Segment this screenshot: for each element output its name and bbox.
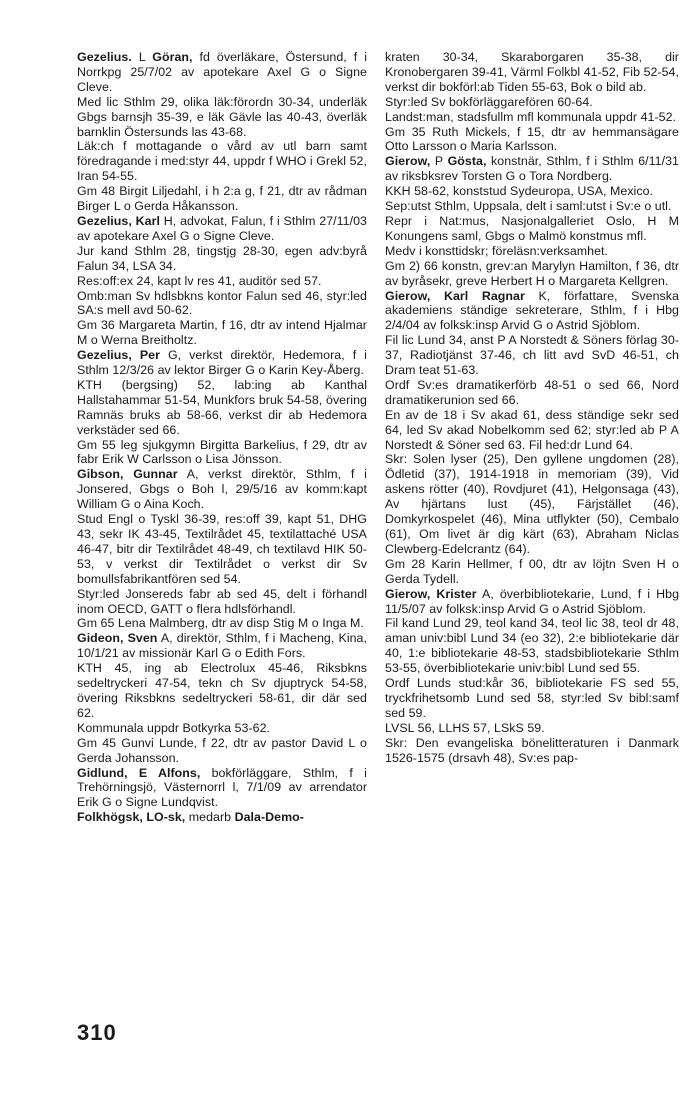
biography-paragraph — [385, 616, 679, 676]
biography-paragraph — [77, 95, 367, 140]
entry-name: Gierow, Krister — [385, 586, 477, 601]
biography-entry-heading-paragraph — [77, 467, 367, 512]
biography-paragraph — [77, 139, 367, 184]
entry-text: medarb — [185, 810, 235, 825]
biography-paragraph — [77, 661, 367, 721]
biography-paragraph — [385, 736, 679, 766]
entry-name: Göran, — [152, 50, 193, 64]
entry-text: Jur kand Sthlm 28, tingstjg 28-30, egen adv:byrå Falun 34, LSA 34. — [77, 243, 367, 273]
biography-paragraph — [77, 438, 367, 468]
entry-text: Läk:ch f mottagande o vård av utl barn samt föredragande i med:styr 44, uppdr f WHO i Grekl 52, Iran 54-55. — [77, 139, 367, 184]
entry-text: G, verkst direktör, Hedemora, f i Sthlm 12/3/26 av lektor Birger G o Karin Key-Åberg. — [77, 348, 367, 378]
biography-paragraph — [385, 259, 679, 289]
entry-text: Ordf Lunds stud:kår 36, bibliotekarie FS sed 55, tryckfrihetsomb Lund sed 58, styr:led Sv bibl:samf sed 59. — [385, 676, 679, 720]
biography-entry-heading-paragraph — [77, 348, 367, 378]
entry-text: Styr:led Sv bokförläggarefören 60-64. — [385, 94, 593, 109]
entry-text: Fil lic Lund 34, anst P A Norstedt & Söners förlag 30-37, Radiotjänst 37-46, ch litt avd SvD 46-51, ch Dram teat 51-63. — [385, 333, 679, 378]
entry-name: Gösta, — [447, 154, 487, 169]
biography-paragraph — [385, 184, 679, 199]
entry-text: Gm 35 Ruth Mickels, f 15, dtr av hemmansägare Otto Larsson o Maria Karlsson. — [385, 124, 679, 154]
entry-text: Res:off:ex 24, kapt lv res 41, auditör sed 57. — [77, 273, 322, 288]
entry-text: A, verkst direktör, Sthlm, f i Jonsered, Gbgs o Boh l, 29/5/16 av komm:kapt William G o Aina Koch. — [77, 467, 367, 512]
entry-text: Gm 45 Gunvi Lunde, f 22, dtr av pastor David L o Gerda Johansson. — [77, 735, 367, 765]
biography-entry-heading-paragraph — [77, 50, 367, 95]
biography-entry-heading-paragraph — [77, 766, 367, 811]
entry-text: H, advokat, Falun, f i Sthlm 27/11/03 av apotekare Axel G o Signe Cleve. — [77, 213, 367, 243]
entry-text: Ordf Sv:es dramatikerförb 48-51 o sed 66, Nord dramatikerunion sed 66. — [385, 377, 679, 407]
entry-text: konstnär, Sthlm, f i Sthlm 6/11/31 av riksbksrev Torsten G o Tora Nordberg. — [385, 154, 679, 184]
entry-text: Sep:utst Sthlm, Uppsala, delt i saml:utst i Sv:e o utl. — [385, 199, 672, 214]
biography-entry-heading-paragraph — [385, 587, 679, 617]
biography-paragraph — [77, 318, 367, 348]
entry-text: L — [131, 50, 153, 64]
biography-paragraph — [77, 274, 367, 289]
entry-text: kraten 30-34, Skaraborgaren 35-38, dir Kronobergaren 39-41, Värml Folkbl 41-52, Fib 52-54, verkst dir bokförl:ab Tiden 55-63, Bok o bild ab. — [385, 50, 679, 94]
biography-paragraph — [77, 587, 367, 617]
biography-paragraph — [77, 512, 367, 587]
entry-text: KTH (bergsing) 52, lab:ing ab Kanthal Hallstahammar 51-54, Munkfors bruk 54-58, övering Ramnäs bruks ab 58-66, verkst dir ab Hedemora verkstäder sed 66. — [77, 377, 367, 437]
entry-text: Med lic Sthlm 29, olika läk:förordn 30-34, underläk Gbgs barnsjh 35-39, e läk Gävle las 40-43, överläk barnklin Östersunds las 43-68. — [77, 94, 367, 139]
entry-text: Skr: Den evangeliska bönelitteraturen i Danmark 1526-1575 (drsavh 48), Sv:es pap- — [385, 735, 679, 765]
entry-name: Gideon, Sven — [77, 631, 158, 646]
biography-entry-heading-paragraph — [77, 810, 367, 825]
left-column — [77, 50, 367, 825]
entry-text: KKH 58-62, konststud Sydeuropa, USA, Mexico. — [385, 184, 654, 199]
entry-text: KTH 45, ing ab Electrolux 45-46, Riksbkns sedeltryckeri 47-54, tekn ch Sv djuptryck 54-58, övering Riksbkns sedeltryckeri 58-61, dir där sed 62. — [77, 661, 367, 720]
biography-paragraph — [77, 378, 367, 438]
entry-text: Fil kand Lund 29, teol kand 34, teol lic 38, teol dr 48, aman univ:bibl Lund 34 (eo 32), 2:e bibliotekarie där 40, 1:e bibliotekarie 48-53, stadsbibliotekarie Sthlm 53-55, överbibliotekarie univ:bibl Lund sed 55. — [385, 616, 679, 676]
right-column — [385, 50, 679, 766]
entry-text: Gm 2) 66 konstn, grev:an Marylyn Hamilton, f 36, dtr av byråsekr, greve Herbert H o Margareta Kellgren. — [385, 258, 679, 288]
biography-paragraph — [385, 199, 679, 214]
entry-name: Folkhögsk, LO-sk, — [77, 810, 186, 825]
entry-name: Gidlund, E Alfons, — [77, 765, 201, 780]
entry-name: Gezelius, Karl — [77, 213, 160, 228]
biography-entry-heading-paragraph — [385, 289, 679, 334]
entry-text: Stud Engl o Tyskl 36-39, res:off 39, kapt 51, DHG 43, sekr IK 43-45, Textilrådet 45, textilattaché USA 46-47, bitr dir Textilrådet 48-49, ch textilavd HIK 50-53, v verkst dir Textilrådet o verkst dir Sv bomullsfabrikantfören sed 54. — [77, 512, 367, 586]
biography-paragraph — [77, 289, 367, 319]
entry-text: A, direktör, Sthlm, f i Macheng, Kina, 10/1/21 av missionär Karl G o Edith Fors. — [77, 631, 367, 661]
biography-entry-heading-paragraph — [77, 631, 367, 661]
biography-paragraph — [385, 244, 679, 259]
entry-text: Medv i konsttidskr; föreläsn:verksamhet. — [385, 243, 609, 258]
biography-entry-heading-paragraph — [77, 214, 367, 244]
biography-paragraph — [385, 110, 679, 125]
biography-paragraph — [385, 408, 679, 453]
entry-name: Gezelius. — [77, 50, 132, 64]
biography-paragraph — [77, 616, 367, 631]
entry-text: K, författare, Svenska akademiens ständige sekreterare, Sthlm, f i Hbg 2/4/04 av folksk:insp Arvid G o Astrid Sjöblom. — [385, 288, 679, 333]
biography-paragraph — [385, 676, 679, 721]
entry-name: Dala-Demo- — [234, 810, 304, 825]
entry-text: LVSL 56, LLHS 57, LSkS 59. — [385, 720, 545, 735]
biography-paragraph — [385, 721, 679, 736]
biography-paragraph — [385, 214, 679, 244]
biography-paragraph — [77, 736, 367, 766]
biography-entry-heading-paragraph — [385, 154, 679, 184]
entry-text: bokförläggare, Sthlm, f i Trehörningsjö, Västernorrl l, 7/1/09 av arrendator Erik G o Signe Lundqvist. — [77, 765, 367, 810]
entry-text: P — [430, 154, 448, 169]
entry-name: Gierow, Karl Ragnar — [385, 288, 525, 303]
biography-paragraph — [385, 557, 679, 587]
entry-text: Gm 48 Birgit Liljedahl, i h 2:a g, f 21, dtr av rådman Birger L o Gerda Håkansson. — [77, 184, 367, 214]
biography-paragraph — [385, 125, 679, 155]
entry-text: A, överbibliotekarie, Lund, f i Hbg 11/5/07 av folksk:insp Arvid G o Astrid Sjöblom. — [385, 586, 680, 616]
biography-paragraph — [385, 333, 679, 378]
entry-text: Styr:led Jonsereds fabr ab sed 45, delt i förhandl inom OECD, GATT o flera hdlsförhandl. — [77, 586, 367, 616]
biography-paragraph — [385, 378, 679, 408]
entry-text: Repr i Nat:mus, Nasjonalgalleriet Oslo, H M Konungens saml, Gbgs o Malmö konstmus mfl. — [385, 213, 679, 243]
biography-paragraph — [77, 244, 367, 274]
entry-text: Omb:man Sv hdlsbkns kontor Falun sed 46, styr:led SA:s mell avd 50-62. — [77, 288, 367, 318]
biography-paragraph — [77, 721, 367, 736]
biography-paragraph — [385, 50, 679, 95]
entry-name: Gezelius, Per — [77, 348, 160, 363]
entry-text: En av de 18 i Sv akad 61, dess ständige sekr sed 64, led Sv akad Nobelkomm sed 62; styr:led ab P A Norstedt & Söner sed 63. Fil hed:dr Lund 64. — [385, 407, 679, 452]
entry-text: fd överläkare, Östersund, f i Norrkpg 25/7/02 av apotekare Axel G o Signe Cleve. — [77, 50, 368, 94]
biography-paragraph — [77, 184, 367, 214]
entry-text: Landst:man, stadsfullm mfl kommunala uppdr 41-52. — [385, 109, 677, 124]
biography-paragraph — [385, 95, 679, 110]
entry-name: Gibson, Gunnar — [77, 467, 178, 482]
entry-text: Gm 55 leg sjukgymn Birgitta Barkelius, f 29, dtr av fabr Erik W Carlsson o Lisa Jönsson. — [77, 437, 367, 467]
entry-text: Skr: Solen lyser (25), Den gyllene ungdomen (28), Ödletid (37), 1914-1918 in memoriam (39), Vid askens rötter (40), Rovdjuret (41), Helgonsaga (43), Av hjärtans lust (45), Färjstället (46), Domkyrkospelet (46), Mina utflykter (50), Cembalo (61), Om livet är dig kärt (63), Abraham Niclas Clewberg-Edelcrantz (64). — [385, 452, 679, 556]
entry-name: Gierow, — [385, 154, 431, 169]
entry-text: Gm 36 Margareta Martin, f 16, dtr av intend Hjalmar M o Werna Breitholtz. — [77, 318, 367, 348]
entry-text: Gm 65 Lena Malmberg, dtr av disp Stig M o Inga M. — [77, 616, 364, 631]
biography-paragraph — [385, 452, 679, 556]
entry-text: Gm 28 Karin Hellmer, f 00, dtr av löjtn Sven H o Gerda Tydell. — [385, 556, 679, 586]
page-number: 310 — [77, 1020, 117, 1045]
entry-text: Kommunala uppdr Botkyrka 53-62. — [77, 720, 271, 735]
